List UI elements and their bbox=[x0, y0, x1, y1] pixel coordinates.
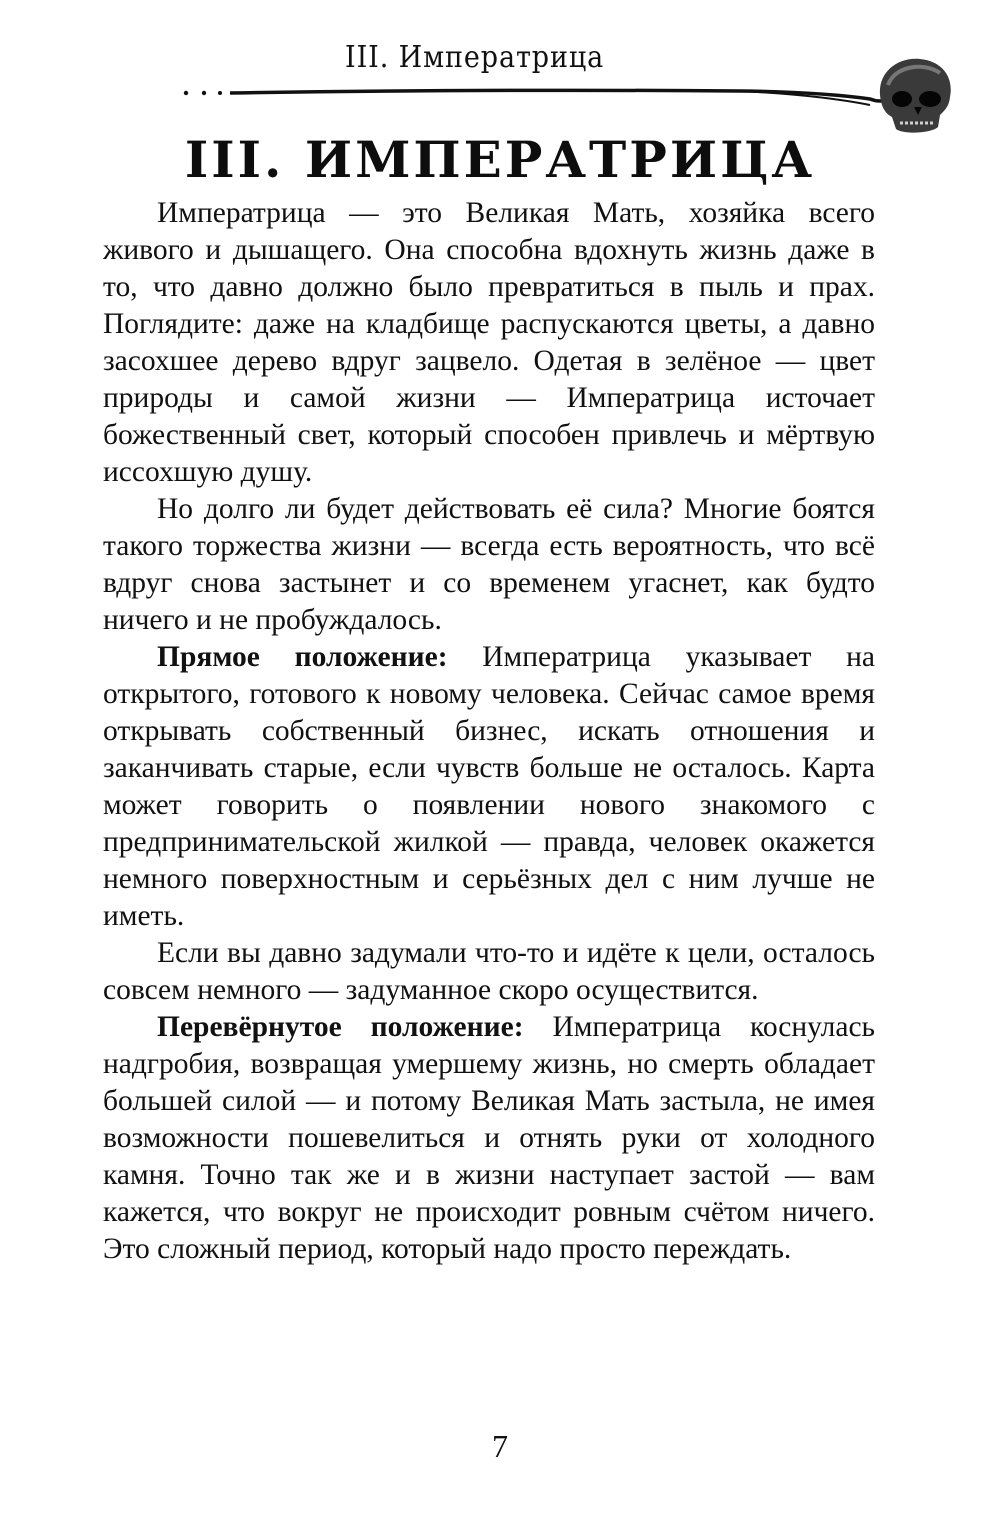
paragraph-intro: Императрица — это Великая Мать, хозяйка всего живого и дышащего. Она способна вдохнуть жизнь даже в то, что давно должно было превратиться в пыль и прах. Поглядите: даже на кладбище распускаются цветы, а давно засохшее дерево вдруг зацвело. Одетая в зелёное — цвет природы и самой жизни — Императрица источает божественный свет, который способен привлечь и мёртвую иссохшую душу. bbox=[103, 197, 875, 488]
body-text bbox=[103, 195, 875, 1268]
paragraph-upright bbox=[103, 639, 875, 935]
upright-label: Прямое положение: bbox=[157, 641, 448, 673]
paragraph-question: Но долго ли будет действовать её сила? Многие боятся такого торжества жизни — всегда есть вероятность, что всё вдруг снова застынет и со временем угаснет, как будто ничего и не пробуждалось. bbox=[103, 493, 875, 636]
upright-text: Императрица указывает на открытого, готового к новому человека. Сейчас самое время открывать собственный бизнес, искать отношения и заканчивать старые, если чувств больше не осталось. Карта может говорить о появлении нового знакомого с предпринимательской жилкой — правда, человек окажется немного поверхностным и серьёзных дел с ним лучше не иметь. bbox=[103, 641, 875, 932]
paragraph-reversed bbox=[103, 1009, 875, 1268]
reversed-label: Перевёрнутое положение: bbox=[157, 1011, 524, 1043]
paragraph-goal: Если вы давно задумали что-то и идёте к цели, осталось совсем немного — задуманное скоро осуществится. bbox=[103, 937, 875, 1006]
reversed-text: Императрица коснулась надгробия, возвращая умершему жизнь, но смерть обладает большей силой — и потому Великая Мать застыла, не имея возможности пошевелиться и отнять руки от холодного камня. Точно так же и в жизни наступает застой — вам кажется, что вокруг не происходит ровным счётом ничего. Это сложный период, который надо просто переждать. bbox=[103, 1011, 876, 1265]
page-number: 7 bbox=[492, 1428, 508, 1464]
skull-icon bbox=[880, 59, 951, 133]
running-header: III. Императрица bbox=[345, 40, 605, 75]
chapter-title: III. ИМПЕРАТРИЦА bbox=[184, 130, 816, 189]
